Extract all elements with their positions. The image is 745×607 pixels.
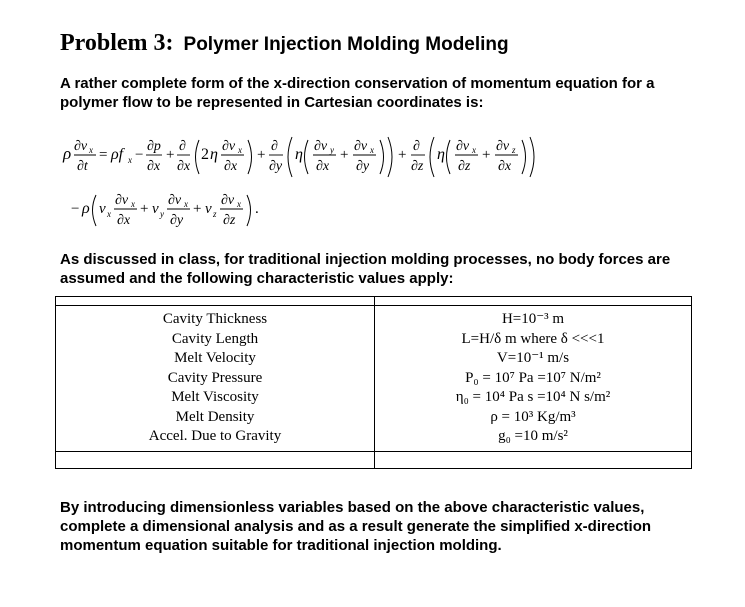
svg-text:∂: ∂ [413,139,420,154]
svg-text:∂v: ∂v [74,139,88,154]
svg-text:∂: ∂ [179,139,186,154]
problem-number: Problem 3: [60,30,174,56]
svg-text:z: z [512,145,516,155]
svg-text:+: + [193,201,202,217]
svg-text:2: 2 [201,146,209,163]
value-column [375,306,692,452]
property-value: ρ = 10³ Kg/m³ [490,408,576,425]
svg-text:∂v: ∂v [115,193,129,208]
svg-text:+: + [166,147,175,163]
property-column [56,306,375,452]
svg-text:+: + [340,147,349,163]
svg-text:x: x [237,199,241,209]
svg-text:∂v: ∂v [496,139,510,154]
property-name: Cavity Thickness [162,311,268,327]
svg-text:∂v: ∂v [222,139,236,154]
svg-text:∂x: ∂x [177,159,191,174]
svg-text:+: + [398,147,407,163]
svg-text:x: x [184,199,188,209]
svg-text:z: z [213,209,217,219]
table-spacer-row [56,297,692,306]
momentum-equation [58,128,658,228]
svg-text:∂v: ∂v [168,193,182,208]
property-value: P₀ = 10⁷ Pa =10⁷ N/m² [465,369,601,386]
svg-text:+: + [257,147,266,163]
svg-text:∂: ∂ [271,139,278,154]
property-name: Melt Velocity [174,350,256,366]
svg-text:x: x [131,199,135,209]
svg-text:∂z: ∂z [223,213,236,228]
svg-text:x: x [128,155,132,165]
context-paragraph: As discussed in class, for traditional injection molding processes, no body forces are assumed and the following characteristic values apply: [60,251,671,287]
svg-text:x: x [238,145,242,155]
svg-text:v: v [99,201,106,217]
property-name: Melt Density [175,408,255,425]
svg-text:∂v: ∂v [221,193,235,208]
svg-text:ρ: ρ [82,200,90,217]
svg-text:ρf: ρf [111,146,124,163]
svg-text:−: − [71,201,80,217]
svg-text:∂y: ∂y [170,213,184,228]
svg-text:=: = [99,147,108,163]
property-value: H=10⁻³ m [501,311,565,327]
svg-text:x: x [472,145,476,155]
svg-text:∂x: ∂x [498,159,512,174]
property-name: Cavity Length [171,330,259,347]
problem-title [60,30,509,57]
table-empty-row [56,451,692,468]
svg-text:η: η [295,146,303,163]
property-value: g₀ =10 m/s² [498,428,568,444]
svg-text:∂x: ∂x [117,213,131,228]
svg-text:∂v: ∂v [456,139,470,154]
property-name: Accel. Due to Gravity [148,428,282,444]
property-value: L=H/δ m where δ <<<1 [461,330,605,347]
property-value: η₀ = 10⁴ Pa s =10⁴ N s/m² [455,389,611,405]
svg-text:v: v [205,201,212,217]
svg-text:η: η [210,146,218,163]
svg-text:∂p: ∂p [147,139,161,154]
svg-text:∂t: ∂t [77,159,88,174]
property-value: V=10⁻¹ m/s [496,350,570,366]
svg-text:∂y: ∂y [269,159,283,174]
svg-text:x: x [107,209,111,219]
svg-text:∂x: ∂x [316,159,330,174]
svg-text:+: + [482,147,491,163]
svg-text:x: x [89,145,93,155]
characteristic-values-table [55,296,692,469]
svg-text:∂v: ∂v [314,139,328,154]
svg-text:y: y [160,209,164,219]
svg-text:x: x [370,145,374,155]
svg-text:.: . [255,201,259,217]
svg-text:∂z: ∂z [411,159,424,174]
task-paragraph: By introducing dimensionless variables based on the above characteristic values, complete a dimensional analysis and as a result generate the simplified x-direction momentum equation suitable for traditional injection molding. [60,499,652,554]
svg-text:ρ: ρ [63,144,72,163]
svg-text:η: η [437,146,445,163]
svg-text:+: + [140,201,149,217]
svg-text:∂z: ∂z [458,159,471,174]
table-row [56,306,692,452]
problem-subject: Polymer Injection Molding Modeling [183,34,509,55]
svg-text:∂y: ∂y [356,159,370,174]
svg-text:v: v [152,201,159,217]
intro-paragraph: A rather complete form of the x-direction conservation of momentum equation for a polymer flow to be represented in Cartesian coordinates is: [60,75,655,111]
property-name: Melt Viscosity [171,389,259,405]
svg-text:−: − [135,147,144,163]
property-name: Cavity Pressure [167,369,263,386]
svg-text:∂v: ∂v [354,139,368,154]
svg-text:∂x: ∂x [224,159,238,174]
svg-text:∂x: ∂x [147,159,161,174]
svg-text:y: y [330,145,334,155]
